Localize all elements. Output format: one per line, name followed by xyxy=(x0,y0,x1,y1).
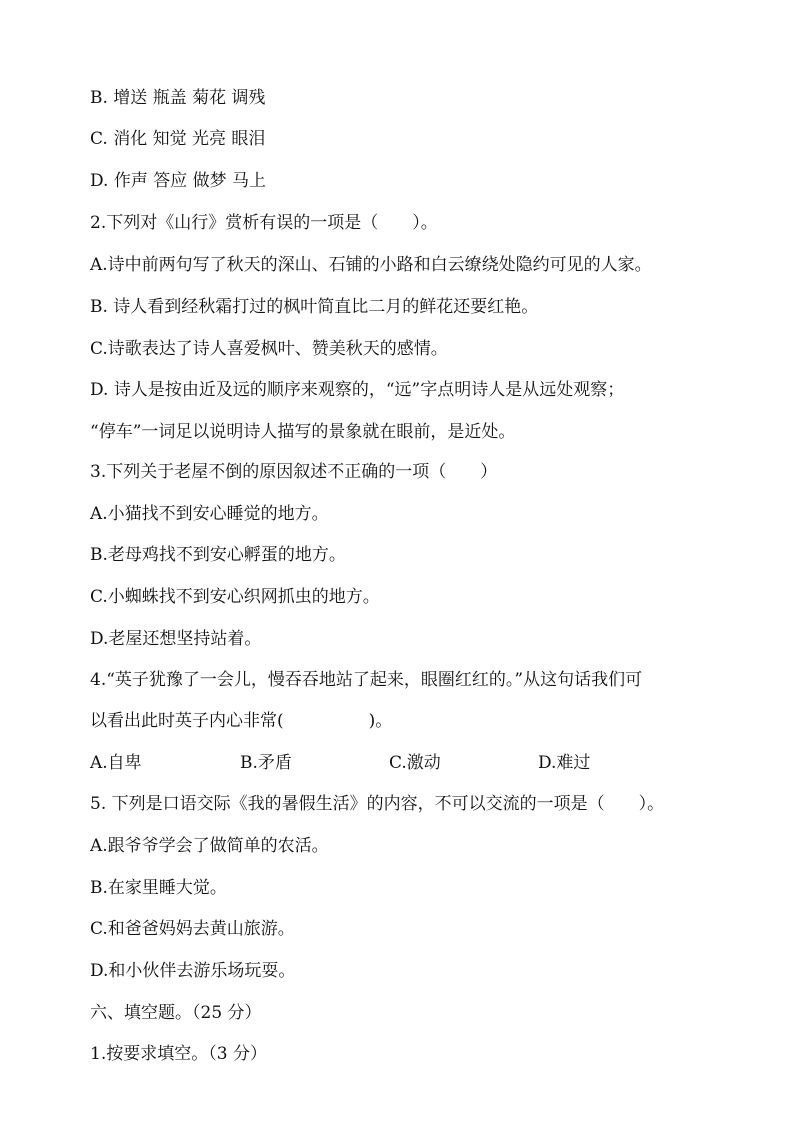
q3-option-a: A.小猫找不到安心睡觉的地方。 xyxy=(90,504,329,524)
q5-option-a: A.跟爷爷学会了做简单的农活。 xyxy=(90,836,329,856)
question-2: 2.下列对《山行》赏析有误的一项是（ ）。 xyxy=(90,213,438,233)
q1-option-c: C. 消化 知觉 光亮 眼泪 xyxy=(90,129,266,149)
q1-option-b: B. 增送 瓶盖 菊花 调残 xyxy=(90,88,266,108)
question-4-continued: 以看出此时英子内心非常( )。 xyxy=(90,711,393,731)
section-6-question-1: 1.按要求填空。（3 分） xyxy=(90,1044,267,1064)
q3-option-c: C.小蜘蛛找不到安心织网抓虫的地方。 xyxy=(90,587,380,607)
q5-option-b: B.在家里睡大觉。 xyxy=(90,878,227,898)
section-6-heading: 六、填空题。（25 分） xyxy=(90,1003,262,1023)
q5-option-d: D.和小伙伴去游乐场玩耍。 xyxy=(90,961,296,981)
question-5: 5. 下列是口语交际《我的暑假生活》的内容，不可以交流的一项是（ ）。 xyxy=(90,794,665,814)
q1-option-d: D. 作声 答应 做梦 马上 xyxy=(90,171,267,191)
q2-option-c: C.诗歌表达了诗人喜爱枫叶、赞美秋天的感情。 xyxy=(90,339,448,359)
q4-option-a: A.自卑 xyxy=(90,753,142,773)
q3-option-d: D.老屋还想坚持站着。 xyxy=(90,629,262,649)
question-3: 3.下列关于老屋不倒的原因叙述不正确的一项（ ） xyxy=(90,462,498,482)
q2-option-a: A.诗中前两句写了秋天的深山、石铺的小路和白云缭绕处隐约可见的人家。 xyxy=(90,255,652,275)
q2-option-b: B. 诗人看到经秋霜打过的枫叶简直比二月的鲜花还要红艳。 xyxy=(90,297,539,317)
q2-option-d: D. 诗人是按由近及远的顺序来观察的，“远”字点明诗人是从远处观察； xyxy=(90,380,625,400)
q4-options xyxy=(90,751,710,775)
q4-option-c: C.激动 xyxy=(389,753,441,773)
q3-option-b: B.老母鸡找不到安心孵蛋的地方。 xyxy=(90,545,346,565)
q2-option-d-continued: “停车”一词足以说明诗人描写的景象就在眼前，是近处。 xyxy=(90,422,516,442)
q4-option-b: B.矛盾 xyxy=(240,753,292,773)
q4-option-d: D.难过 xyxy=(538,753,591,773)
question-4: 4.“英子犹豫了一会儿，慢吞吞地站了起来，眼圈红红的。”从这句话我们可 xyxy=(90,670,643,690)
q5-option-c: C.和爸爸妈妈去黄山旅游。 xyxy=(90,919,295,939)
